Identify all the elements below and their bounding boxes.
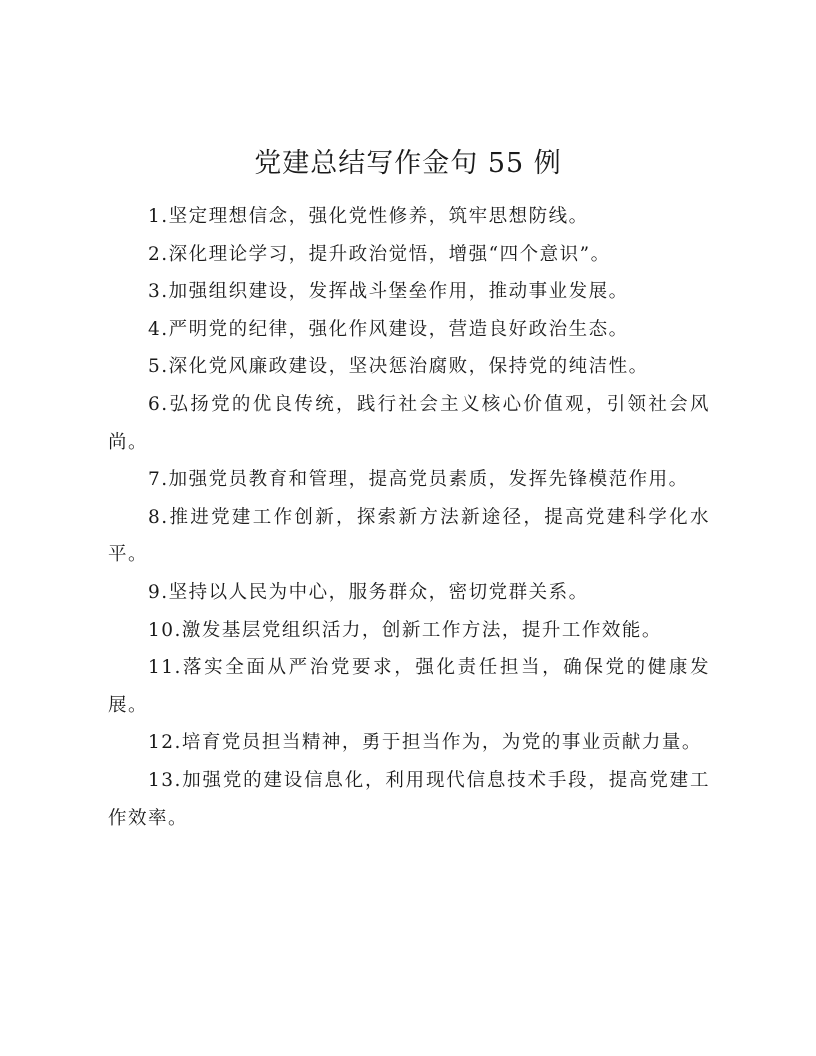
list-item: 4.严明党的纪律，强化作风建设，营造良好政治生态。 [148, 318, 629, 340]
list-item: 13.加强党的建设信息化，利用现代信息技术手段，提高党建工作效率。 [108, 769, 710, 829]
list-item: 7.加强党员教育和管理，提高党员素质，发挥先锋模范作用。 [148, 469, 689, 491]
list-item: 1.坚定理想信念，强化党性修养，筑牢思想防线。 [148, 206, 589, 227]
list-item: 6.弘扬党的优良传统，践行社会主义核心价值观，引领社会风尚。 [108, 393, 710, 453]
list-item: 11.落实全面从严治党要求，强化责任担当，确保党的健康发展。 [108, 657, 710, 716]
document-title: 党建总结写作金句 55 例 [254, 148, 562, 179]
list-item: 3.加强组织建设，发挥战斗堡垒作用，推动事业发展。 [148, 281, 629, 303]
list-item: 2.深化理论学习，提升政治觉悟，增强“四个意识”。 [148, 243, 611, 265]
list-item: 9.坚持以人民为中心，服务群众，密切党群关系。 [148, 581, 589, 603]
list-item: 8.推进党建工作创新，探索新方法新途径，提高党建科学化水平。 [108, 506, 710, 566]
list-item: 10.激发基层党组织活力，创新工作方法，提升工作效能。 [148, 619, 662, 641]
list-item: 5.深化党风廉政建设，坚决惩治腐败，保持党的纯洁性。 [148, 356, 649, 378]
list-item: 12.培育党员担当精神，勇于担当作为，为党的事业贡献力量。 [148, 732, 702, 754]
document-body [108, 198, 710, 837]
